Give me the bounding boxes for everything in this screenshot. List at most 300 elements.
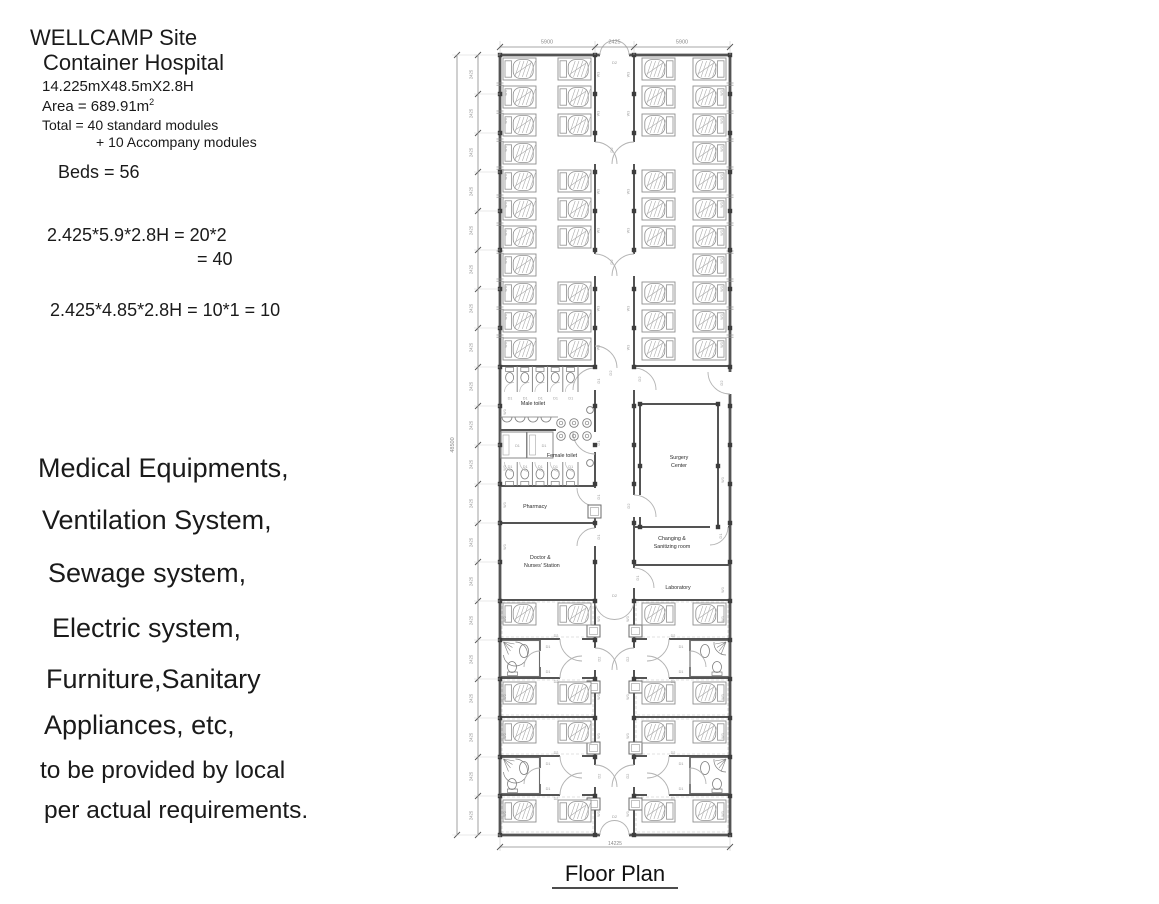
bed-icon xyxy=(558,800,591,822)
wall-post xyxy=(632,677,636,681)
wall-post xyxy=(632,794,636,798)
door-label: D2 xyxy=(670,634,676,638)
wall-post xyxy=(728,404,732,408)
door-arc xyxy=(690,651,706,667)
window-label: W3 xyxy=(626,110,631,117)
window-label: W3 xyxy=(721,733,725,739)
dim-top-right: 5900 xyxy=(675,39,689,46)
wall-post xyxy=(593,170,597,174)
wall-post xyxy=(593,404,597,408)
note-line: Electric system, xyxy=(52,613,242,643)
female-toilet-label: Female toilet xyxy=(546,453,578,459)
toilet-icon xyxy=(536,373,544,383)
window-label: W3 xyxy=(504,314,508,320)
window-label: W3 xyxy=(503,409,507,415)
bay-dimension-label: 2425 xyxy=(468,147,474,158)
door-label: D2 xyxy=(597,773,602,779)
wall-post xyxy=(728,794,732,798)
window-label: W3 xyxy=(503,694,507,700)
wall-post xyxy=(593,131,597,135)
bed-icon xyxy=(558,226,591,248)
bed-icon xyxy=(642,170,675,192)
wall-post xyxy=(728,209,732,213)
bed-icon xyxy=(503,86,536,108)
toilet-tank xyxy=(506,368,514,372)
bay-dimension-label: 2425 xyxy=(468,303,474,314)
ward-door-arcs-1 xyxy=(595,142,634,164)
bed-icon xyxy=(693,310,726,332)
window-label: W3 xyxy=(720,118,724,124)
bed-icon xyxy=(503,170,536,192)
door-label: D1 xyxy=(678,762,684,766)
bay-dimension-label: 2425 xyxy=(468,381,474,392)
window-label: W3 xyxy=(626,71,631,78)
wall-post xyxy=(593,521,597,525)
bay-dimension-label: 2425 xyxy=(468,225,474,236)
toilet-icon xyxy=(713,662,722,673)
toilet-icon xyxy=(566,373,574,383)
window-label: W3 xyxy=(720,202,724,208)
dim-top-left: 5900 xyxy=(540,39,554,46)
window-label: W3 xyxy=(504,202,508,208)
door-arc xyxy=(560,773,582,795)
wall-post xyxy=(728,443,732,447)
wall-post xyxy=(632,365,636,369)
bed-icon xyxy=(558,58,591,80)
dimension-chains xyxy=(452,41,733,851)
door-label: D2 xyxy=(611,60,618,65)
bed-icon xyxy=(642,114,675,136)
door-label: D1 xyxy=(718,533,723,539)
toilet-tank xyxy=(506,482,514,486)
window-label: W3 xyxy=(720,342,724,348)
wall-post xyxy=(728,599,732,603)
area-superscript: 2 xyxy=(149,97,155,107)
toilet-tank xyxy=(521,368,529,372)
tiny-labels xyxy=(508,60,724,819)
toilet-icon xyxy=(508,662,517,673)
bed-icon xyxy=(693,58,726,80)
door-label: D1 xyxy=(522,396,528,401)
bed-icon xyxy=(558,682,591,704)
door-label: D2 xyxy=(626,773,630,779)
window-label: W3 xyxy=(504,230,508,236)
toilet-tank xyxy=(551,368,559,372)
surgery-label-line2: Center xyxy=(671,463,687,469)
dim-bottom-overall: 14225 xyxy=(608,841,622,847)
door-label: D1 xyxy=(568,396,574,401)
shower-bench xyxy=(503,435,509,455)
window-label: W3 xyxy=(626,616,630,622)
doctor-station-label-line2: Nurses' Station xyxy=(524,563,560,569)
door-label: D2 xyxy=(553,634,559,638)
basin-drain xyxy=(572,421,576,425)
wall-post xyxy=(728,287,732,291)
accompany-modules: + 10 Accompany modules xyxy=(96,134,257,150)
bed-icon xyxy=(693,682,726,704)
wall-post xyxy=(593,599,597,603)
door-label: D1 xyxy=(596,378,601,384)
door-label: D1 xyxy=(678,670,684,674)
wall-post xyxy=(638,525,642,529)
window-label: W3 xyxy=(596,110,601,117)
bed-icon xyxy=(642,58,675,80)
bed-icon xyxy=(642,310,675,332)
window-label: W3 xyxy=(503,544,507,550)
note-line: Ventilation System, xyxy=(42,505,272,535)
window-label: W3 xyxy=(720,286,724,292)
wall-post xyxy=(632,209,636,213)
bay-dimension-label: 2425 xyxy=(468,186,474,197)
stall-door-arc xyxy=(535,383,545,393)
bay-dimension-label: 2425 xyxy=(468,576,474,587)
window-label: W3 xyxy=(504,118,508,124)
plan-title: Floor Plan xyxy=(564,861,666,886)
basin-icon xyxy=(570,419,579,428)
wall-post xyxy=(593,755,597,759)
bed-icon xyxy=(558,114,591,136)
wall-post xyxy=(728,482,732,486)
bed-icon xyxy=(503,338,536,360)
bed-icon xyxy=(642,282,675,304)
window-label: W3 xyxy=(503,465,507,471)
basin-icon xyxy=(583,432,592,441)
wall-post xyxy=(728,716,732,720)
area-label: Area = 689.91m xyxy=(42,98,150,115)
entrance-door-arc-bottom xyxy=(600,821,629,836)
window-label: W3 xyxy=(597,616,601,622)
door-arc xyxy=(524,651,540,667)
toilet-tank xyxy=(536,368,544,372)
sink-icon xyxy=(515,417,525,422)
stall-door-arc xyxy=(520,383,530,393)
standard-formula-line1: 2.425*5.9*2.8H = 20*2 xyxy=(47,225,227,245)
wall-post xyxy=(593,833,597,837)
door-arc xyxy=(560,639,582,661)
window-label: W3 xyxy=(626,188,631,195)
male-toilet-door-arc xyxy=(573,368,595,390)
cabinet-icon xyxy=(629,798,642,810)
bay-dimension-label: 2425 xyxy=(468,810,474,821)
pharmacy-label: Pharmacy xyxy=(523,504,547,510)
door-label: D1 xyxy=(678,787,684,791)
door-arc xyxy=(560,756,582,778)
wall-post xyxy=(638,464,642,468)
wall-post xyxy=(593,716,597,720)
note-line: Appliances, etc, xyxy=(44,710,235,740)
toilet-tank xyxy=(521,482,529,486)
note-line: per actual requirements. xyxy=(44,797,309,824)
door-arc xyxy=(647,773,669,795)
water-heater-icon xyxy=(587,407,594,414)
toilet-icon xyxy=(521,373,529,383)
door-label: D1 xyxy=(545,670,551,674)
door-arc xyxy=(647,639,669,661)
wall-post xyxy=(728,248,732,252)
bed-icon xyxy=(558,721,591,743)
wall-post xyxy=(632,404,636,408)
window-label: W3 xyxy=(504,258,508,264)
note-line: Medical Equipments, xyxy=(38,453,289,483)
size-spec: 14.225mX48.5mX2.8H xyxy=(42,78,194,95)
toilet-icon xyxy=(506,373,514,383)
wall-post xyxy=(728,170,732,174)
window-label: W3 xyxy=(504,174,508,180)
shower-bench xyxy=(530,435,536,455)
bed-icon xyxy=(503,721,536,743)
wall-post xyxy=(638,402,642,406)
bed-icon xyxy=(503,142,536,164)
wall-post xyxy=(632,716,636,720)
bed-icon xyxy=(693,114,726,136)
bed-icon xyxy=(558,310,591,332)
window-label: W3 xyxy=(626,227,631,234)
door-label: D2 xyxy=(611,814,618,819)
hospital-title: Container Hospital xyxy=(43,50,224,75)
window-label: W3 xyxy=(504,286,508,292)
door-label: D2 xyxy=(670,680,676,684)
cabinet-icon xyxy=(629,625,642,637)
wall-post xyxy=(716,402,720,406)
doctor-station-door-arc xyxy=(577,528,595,546)
door-label: D1 xyxy=(596,534,601,540)
window-label: W3 xyxy=(596,71,601,78)
bed-icon xyxy=(558,282,591,304)
window-label: W3 xyxy=(721,587,725,593)
bay-dimension-label: 2425 xyxy=(468,771,474,782)
bay-dimension-label: 2425 xyxy=(468,342,474,353)
bay-dimension-label: 2425 xyxy=(468,108,474,119)
pharmacy-counter xyxy=(588,505,601,518)
changing-room-label-line2: Sanitizing room xyxy=(653,544,691,550)
wall-post xyxy=(593,326,597,330)
wall-post xyxy=(593,638,597,642)
changing-room-label-line1: Changing & xyxy=(658,536,686,542)
accompany-formula: 2.425*4.85*2.8H = 10*1 = 10 xyxy=(50,300,281,320)
bed-icon xyxy=(503,198,536,220)
bed-icon xyxy=(693,170,726,192)
bay-dimension-label: 2425 xyxy=(468,264,474,275)
wall-post xyxy=(728,638,732,642)
bed-icon xyxy=(503,603,536,625)
wall-post xyxy=(728,521,732,525)
basin-drain xyxy=(585,421,589,425)
door-label: D1 xyxy=(541,444,547,448)
wall-post xyxy=(632,833,636,837)
area-spec xyxy=(42,97,154,115)
window-label: W3 xyxy=(597,733,601,739)
door-label: D1 xyxy=(537,396,543,401)
wall-post xyxy=(632,560,636,564)
toilet-icon xyxy=(508,779,517,790)
window-label: W3 xyxy=(504,342,508,348)
note-line: Furniture,Sanitary xyxy=(46,664,261,694)
bed-icon xyxy=(642,338,675,360)
door-label: D1 xyxy=(568,465,574,469)
window-label: W3 xyxy=(504,146,508,152)
toilet-icon xyxy=(551,373,559,383)
water-heater-icon xyxy=(587,460,594,467)
wall-post xyxy=(716,464,720,468)
site-title: WELLCAMP Site xyxy=(30,25,198,50)
bed-icon xyxy=(642,603,675,625)
ward-door-arcs-2 xyxy=(595,254,634,276)
bed-icon xyxy=(693,800,726,822)
cabinet-icon xyxy=(629,681,642,693)
toilet-tank xyxy=(566,368,574,372)
door-label: D1 xyxy=(553,465,559,469)
bed-icon xyxy=(693,721,726,743)
bed-icon xyxy=(558,170,591,192)
window-label: W3 xyxy=(503,502,507,508)
floor-plan-drawing xyxy=(440,0,770,904)
door-arc xyxy=(647,656,669,678)
door-arc xyxy=(647,756,669,778)
door-arc xyxy=(690,768,706,784)
door-label: D1 xyxy=(537,465,543,469)
wall-post xyxy=(728,131,732,135)
door-label: D1 xyxy=(507,396,513,401)
cabinet-icon xyxy=(587,625,600,637)
wall-post xyxy=(728,92,732,96)
cabinet-icon xyxy=(629,742,642,754)
bay-dimension-label: 2425 xyxy=(468,693,474,704)
wall-post xyxy=(593,248,597,252)
bay-dimension-label: 2425 xyxy=(468,654,474,665)
wall-post xyxy=(632,638,636,642)
bed-icon xyxy=(693,198,726,220)
door-label: D1 xyxy=(522,465,528,469)
sink-icon xyxy=(528,417,538,422)
toilet-tank xyxy=(551,482,559,486)
bed-icon xyxy=(503,58,536,80)
window-label: W3 xyxy=(596,305,601,312)
window-label: W3 xyxy=(503,616,507,622)
wall-post xyxy=(632,170,636,174)
shower-stall-icon xyxy=(501,432,527,458)
bed-icon xyxy=(558,603,591,625)
wall-post xyxy=(716,525,720,529)
door-arc xyxy=(560,656,582,678)
bed-icon xyxy=(503,682,536,704)
door-label: D2 xyxy=(597,656,602,662)
window-label: W3 xyxy=(720,314,724,320)
note-line: Sewage system, xyxy=(48,558,247,588)
pharmacy-door-arc xyxy=(577,488,595,506)
beds-layer xyxy=(503,58,726,822)
bed-icon xyxy=(642,198,675,220)
sink-icon xyxy=(502,417,512,422)
bed-icon xyxy=(503,226,536,248)
wall-post xyxy=(593,482,597,486)
door-label: D1 xyxy=(635,575,640,581)
wall-post xyxy=(593,560,597,564)
door-arc xyxy=(612,765,634,787)
door-label: D2 xyxy=(670,797,676,801)
bed-icon xyxy=(693,338,726,360)
basin-drain xyxy=(559,434,563,438)
toilet-tank xyxy=(566,482,574,486)
wall-post xyxy=(632,287,636,291)
door-label: D2 xyxy=(626,656,630,662)
male-toilet-label: Male toilet xyxy=(520,401,546,407)
door-label: D2 xyxy=(609,259,614,265)
wall-post xyxy=(632,248,636,252)
window-label: W3 xyxy=(596,344,601,351)
door-label: D1 xyxy=(545,645,551,649)
wall-post xyxy=(593,677,597,681)
wall-post xyxy=(728,755,732,759)
door-label: D1 xyxy=(545,787,551,791)
window-label: W3 xyxy=(597,694,601,700)
stall-door-arc xyxy=(505,383,515,393)
wall-post xyxy=(593,794,597,798)
basin-drain xyxy=(585,434,589,438)
bed-icon xyxy=(642,226,675,248)
bed-icon xyxy=(693,254,726,276)
bed-icon xyxy=(693,142,726,164)
standard-formula-line2: = 40 xyxy=(197,249,233,269)
toilet-icon xyxy=(713,779,722,790)
door-label: D2 xyxy=(637,376,642,382)
basin-icon xyxy=(583,419,592,428)
bed-icon xyxy=(503,114,536,136)
bed-icon xyxy=(642,721,675,743)
bed-icon xyxy=(693,86,726,108)
window-label: W3 xyxy=(721,477,725,483)
window-label: W3 xyxy=(626,305,631,312)
bay-dimension-label: 2425 xyxy=(468,498,474,509)
window-label: W3 xyxy=(626,811,630,817)
wall-post xyxy=(593,92,597,96)
door-label: D1 xyxy=(507,465,513,469)
door-label: D2 xyxy=(553,751,559,755)
door-label: D2 xyxy=(553,680,559,684)
window-label: W3 xyxy=(720,174,724,180)
window-label: W3 xyxy=(720,146,724,152)
window-label: W3 xyxy=(596,227,601,234)
bay-dimension-label: 2425 xyxy=(468,537,474,548)
wall-post xyxy=(632,326,636,330)
bay-dimension-label: 2425 xyxy=(468,615,474,626)
bay-dimension-label: 2425 xyxy=(468,420,474,431)
window-label: W3 xyxy=(626,733,630,739)
total-modules: Total = 40 standard modules xyxy=(42,117,219,133)
bed-icon xyxy=(558,338,591,360)
door-label: D1 xyxy=(596,440,601,446)
bay-dimension-label: 2425 xyxy=(468,732,474,743)
bed-icon xyxy=(503,310,536,332)
window-label: W3 xyxy=(597,811,601,817)
door-label: D2 xyxy=(626,503,631,509)
basin-icon xyxy=(557,432,566,441)
door-label: D1 xyxy=(678,645,684,649)
plan-title-group xyxy=(552,861,678,888)
door-label: D2 xyxy=(608,370,613,376)
female-toilet-door-arc xyxy=(573,432,595,454)
door-label: D1 xyxy=(596,494,601,500)
window-label: W3 xyxy=(721,811,725,817)
wall-post xyxy=(593,365,597,369)
bed-icon xyxy=(503,254,536,276)
wall-post xyxy=(632,482,636,486)
shower-icon xyxy=(504,642,528,666)
door-label: D2 xyxy=(670,751,676,755)
sink-icon xyxy=(701,762,710,775)
bed-icon xyxy=(558,198,591,220)
window-label: W3 xyxy=(720,230,724,236)
window-label: W3 xyxy=(721,616,725,622)
